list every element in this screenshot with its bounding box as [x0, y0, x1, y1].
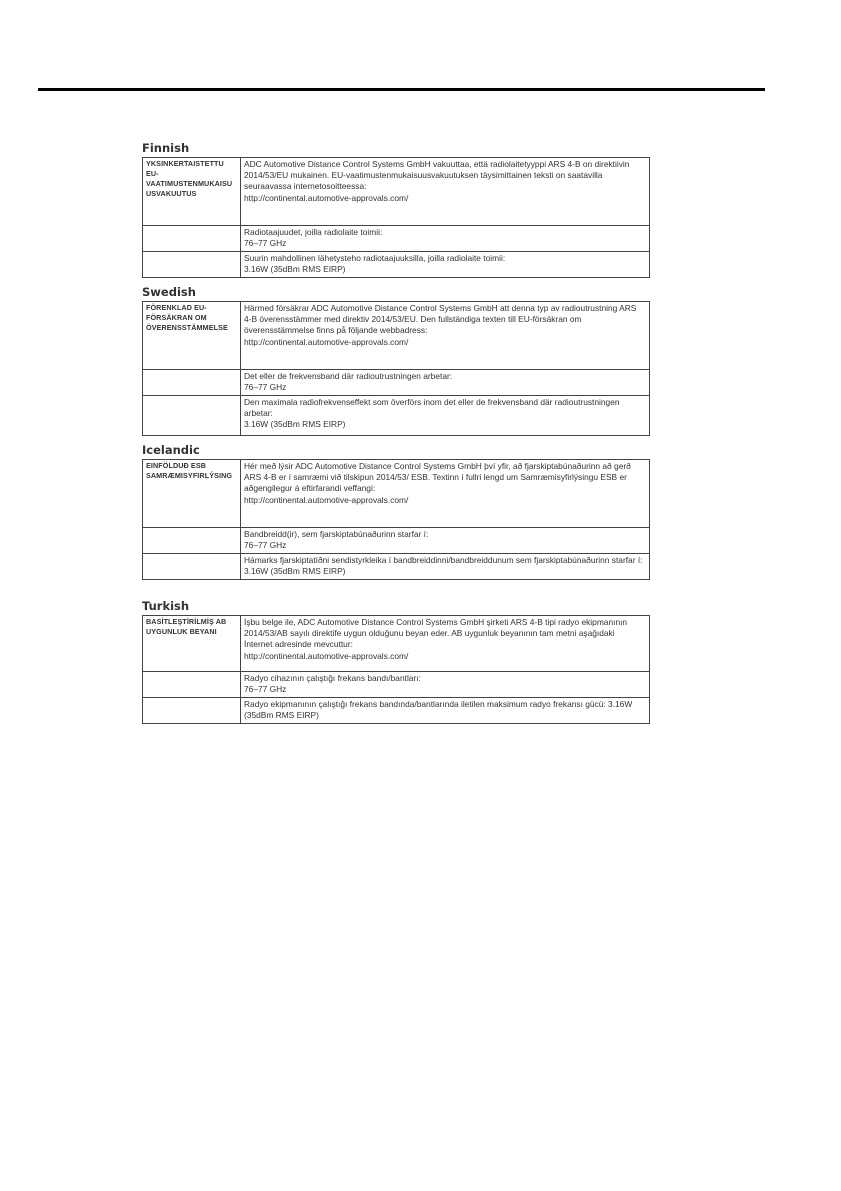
declaration-label: FÖRENKLAD EU-FÖRSÄKRAN OM ÖVERENSSTÄMMELSE	[143, 302, 241, 370]
power-text	[241, 554, 650, 580]
table-row	[143, 528, 650, 554]
table-row	[143, 698, 650, 724]
declaration-label	[143, 226, 241, 252]
declaration-text	[241, 158, 650, 226]
frequency-text	[241, 370, 650, 396]
table-row	[143, 396, 650, 436]
frequency-text-body: Radiotaajuudet, joilla radiolaite toimii: 76–77 GHz	[244, 227, 383, 249]
table-row	[143, 226, 650, 252]
section-title-swedish: Swedish	[142, 285, 196, 299]
frequency-text-body: Bandbreidd(ir), sem fjarskiptabúnaðurinn starfar í: 76–77 GHz	[244, 529, 429, 551]
declaration-label	[143, 396, 241, 436]
table-row	[143, 302, 650, 370]
declaration-text	[241, 460, 650, 528]
declaration-text-body: Härmed försäkrar ADC Automotive Distance Control Systems GmbH att denna typ av radioutrustning ARS 4-B överensstämmer med direktiv 2014/53/EU. Den fullständiga texten till EU-försäkran om överensstämmelse finns på följande webbadress: http://continental.automotive-approvals.com/	[244, 303, 637, 347]
table-row	[143, 370, 650, 396]
frequency-text	[241, 672, 650, 698]
power-text	[241, 396, 650, 436]
declaration-label	[143, 672, 241, 698]
table-row	[143, 616, 650, 672]
table-row	[143, 672, 650, 698]
declaration-label	[143, 370, 241, 396]
declaration-label	[143, 554, 241, 580]
declaration-text	[241, 616, 650, 672]
table-row	[143, 460, 650, 528]
declaration-table-swedish	[142, 301, 650, 436]
frequency-text-body: Radyo cihazının çalıştığı frekans bandı/bantları: 76–77 GHz	[244, 673, 421, 695]
section-title-icelandic: Icelandic	[142, 443, 200, 457]
declaration-table-turkish	[142, 615, 650, 724]
declaration-label	[143, 252, 241, 278]
declarations-content	[142, 140, 650, 730]
power-text	[241, 252, 650, 278]
power-text-body: Radyo ekipmanının çalıştığı frekans bandında/bantlarında iletilen maksimum radyo frekansı gücü: 3.16W (35dBm RMS EIRP)	[244, 699, 633, 721]
frequency-text-body: Det eller de frekvensband där radioutrustningen arbetar: 76–77 GHz	[244, 371, 453, 393]
declaration-table-finnish	[142, 157, 650, 278]
declaration-label: BASİTLEŞTİRİLMİŞ AB UYGUNLUK BEYANI	[143, 616, 241, 672]
table-row	[143, 554, 650, 580]
power-text	[241, 698, 650, 724]
declaration-text-body: Hér með lýsir ADC Automotive Distance Control Systems GmbH því yfir, að fjarskiptabúnaðurinn að gerð ARS 4-B er í samræmi við tilskipun 2014/53/ ESB. Textinn í fullri lengd um Samræmisyfirlýsingu ESB er aðgengilegur á eftirfarandi veffangi: http://continental.automotive-approvals.com/	[244, 461, 631, 505]
declaration-label	[143, 528, 241, 554]
frequency-text	[241, 528, 650, 554]
power-text-body: Hámarks fjarskiptatíðni sendistyrkleika í bandbreiddinni/bandbreiddunum sem fjarskiptabúnaðurinn starfar í: 3.16W (35dBm RMS EIRP)	[244, 555, 643, 577]
section-title-turkish: Turkish	[142, 599, 190, 613]
declaration-label	[143, 698, 241, 724]
power-text-body: Den maximala radiofrekvenseffekt som överförs inom det eller de frekvensband där radioutrustningen arbetar: 3.16W (35dBm RMS EIRP)	[244, 397, 620, 430]
declaration-text-body: İşbu belge ile, ADC Automotive Distance Control Systems GmbH şirketi ARS 4-B tipi radyo ekipmanının 2014/53/AB sayılı direktife uygun olduğunu beyan eder. AB uygunluk beyanının tam metni aşağıdaki İnternet adresinde mevcuttur: http://continental.automotive-approvals.com/	[244, 617, 628, 661]
table-row	[143, 252, 650, 278]
frequency-text	[241, 226, 650, 252]
declaration-table-icelandic	[142, 459, 650, 580]
section-title-finnish: Finnish	[142, 141, 190, 155]
power-text-body: Suurin mahdollinen lähetysteho radiotaajuuksilla, joilla radiolaite toimii: 3.16W (35dBm RMS EIRP)	[244, 253, 506, 275]
declaration-label: EINFÖLDUÐ ESB SAMRÆMISYFIRLÝSING	[143, 460, 241, 528]
declaration-text-body: ADC Automotive Distance Control Systems GmbH vakuuttaa, että radiolaitetyyppi ARS 4-B on direktiivin 2014/53/EU mukainen. EU-vaatimustenmukaisuusvakuutuksen täysimittainen teksti on saatavilla seuraavassa internetosoitteessa: http://continental.automotive-approvals.com/	[244, 159, 630, 203]
declaration-text	[241, 302, 650, 370]
header-rule	[38, 88, 765, 91]
declaration-label: YKSINKERTAISTETTU EU-VAATIMUSTENMUKAISU USVAKUUTUS	[143, 158, 241, 226]
table-row	[143, 158, 650, 226]
